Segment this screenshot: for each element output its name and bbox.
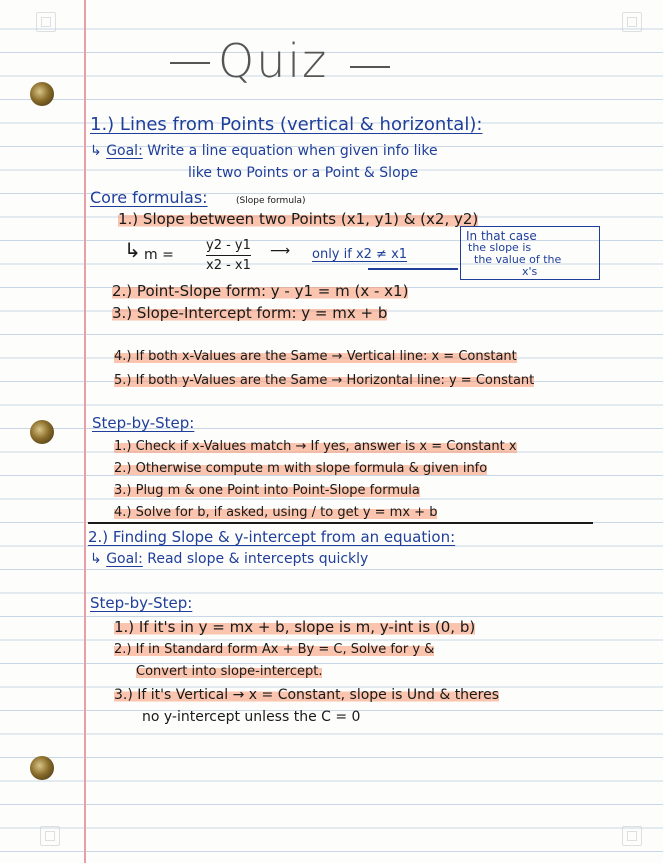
formula-text: 1.) Slope between two Points (x1, y1) & (x2, y2) bbox=[118, 210, 479, 228]
step-item bbox=[114, 506, 437, 519]
step-text: 2.) Otherwise compute m with slope formula & given info bbox=[114, 461, 488, 476]
title-dash-left bbox=[170, 62, 210, 64]
fraction-numerator: y2 - y1 bbox=[206, 238, 251, 253]
binder-hole-icon bbox=[30, 82, 54, 106]
step-text: 1.) Check if x-Values match → If yes, answer is x = Constant x bbox=[114, 439, 517, 454]
formula-item bbox=[118, 212, 478, 227]
step-item bbox=[114, 462, 487, 475]
goal-label: Goal: bbox=[106, 143, 143, 159]
goal-line bbox=[90, 552, 368, 566]
goal-text: Write a line equation when given info like bbox=[147, 143, 438, 159]
step-text: 2.) If in Standard form Ax + By = C, Solve for y & bbox=[114, 642, 435, 657]
section-heading: 1.) Lines from Points (vertical & horizontal): bbox=[90, 114, 483, 135]
formula-item bbox=[114, 374, 534, 387]
step-heading: Step-by-Step: bbox=[92, 414, 195, 432]
step-text: 3.) Plug m & one Point into Point-Slope formula bbox=[114, 483, 420, 498]
page-title: Quiz bbox=[218, 34, 329, 88]
binder-hole-icon bbox=[30, 756, 54, 780]
core-formulas-heading: Core formulas: bbox=[90, 188, 208, 207]
condition-arrow bbox=[368, 268, 458, 270]
step-text: 4.) Solve for b, if asked, using / to get y = mx + b bbox=[114, 505, 438, 520]
corner-mark-icon bbox=[36, 12, 56, 32]
step-item bbox=[136, 665, 322, 678]
step-item bbox=[114, 440, 517, 453]
step-text: no y-intercept unless the C = 0 bbox=[142, 709, 361, 725]
binder-hole-icon bbox=[30, 420, 54, 444]
formula-item bbox=[112, 284, 408, 299]
step-item bbox=[114, 484, 420, 497]
title-dash-right bbox=[350, 66, 390, 68]
formula-item bbox=[114, 350, 517, 363]
goal-line bbox=[90, 144, 438, 158]
step-heading: Step-by-Step: bbox=[90, 594, 193, 612]
step-text: Convert into slope-intercept. bbox=[136, 664, 323, 679]
note-line: the slope is bbox=[468, 241, 532, 254]
margin-line bbox=[84, 0, 86, 863]
step-text: 1.) If it's in y = mx + b, slope is m, y-int is (0, b) bbox=[114, 618, 476, 636]
step-text: 3.) If it's Vertical → x = Constant, slope is Und & theres bbox=[114, 687, 500, 703]
note-line: In that case bbox=[466, 229, 537, 243]
goal-text: Read slope & intercepts quickly bbox=[147, 551, 369, 567]
step-item bbox=[114, 620, 475, 635]
formula-text: 3.) Slope-Intercept form: y = mx + b bbox=[112, 304, 388, 322]
m-equals: m = bbox=[144, 247, 174, 263]
fraction-bar bbox=[206, 255, 251, 256]
condition-text: only if x2 ≠ x1 bbox=[312, 247, 408, 262]
corner-mark-icon bbox=[622, 826, 642, 846]
step-item bbox=[114, 688, 499, 702]
arrow-right-icon: ⟶ bbox=[270, 243, 291, 259]
step-item bbox=[114, 643, 434, 656]
section-heading: 2.) Finding Slope & y-intercept from an equation: bbox=[88, 528, 456, 546]
goal-label: Goal: bbox=[106, 551, 143, 567]
formula-text: 4.) If both x-Values are the Same → Vertical line: x = Constant bbox=[114, 349, 517, 364]
formula-item bbox=[112, 306, 387, 321]
goal-text-continued: like two Points or a Point & Slope bbox=[188, 165, 419, 181]
goal-arrow-icon: ↳ bbox=[90, 143, 102, 159]
corner-mark-icon bbox=[40, 826, 60, 846]
formula-text: 5.) If both y-Values are the Same → Horizontal line: y = Constant bbox=[114, 373, 535, 388]
slope-fraction bbox=[206, 238, 251, 273]
formula-text: 2.) Point-Slope form: y - y1 = m (x - x1) bbox=[112, 282, 409, 300]
fraction-denominator: x2 - x1 bbox=[206, 258, 251, 273]
slope-formula-note: (Slope formula) bbox=[236, 196, 306, 206]
arrow-icon: ↳ bbox=[124, 238, 141, 262]
corner-mark-icon bbox=[622, 12, 642, 32]
note-line: x's bbox=[522, 265, 538, 278]
divider bbox=[88, 522, 593, 524]
goal-arrow-icon: ↳ bbox=[90, 551, 102, 567]
note-line: the value of the bbox=[474, 253, 562, 266]
